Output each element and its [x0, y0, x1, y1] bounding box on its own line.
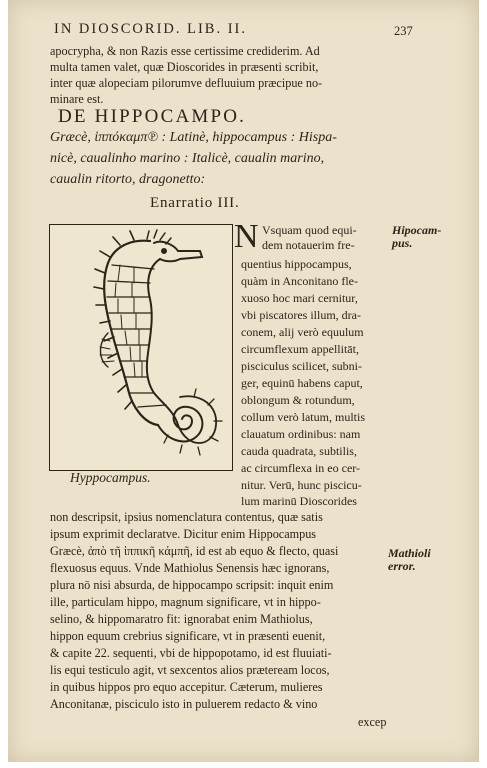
text-line: & capite 22. sequenti, vbi de hippopotamo, id est fluuiati- [50, 646, 332, 660]
text-line: oblongum & rotundum, [241, 393, 355, 407]
catchword: excep [358, 715, 387, 729]
text-line: non descripsit, ipsius nomenclatura contentus, quæ satis [50, 510, 323, 524]
chapter-heading: DE HIPPOCAMPO. [58, 106, 247, 127]
text-line: xuoso hoc mari cernitur, [241, 291, 358, 305]
text-line: flexuosus equus. Vnde Mathiolus Senensis hæc ignorans, [50, 561, 330, 575]
text-line: Vsquam quod equi- [262, 223, 357, 237]
book-page [8, 0, 479, 762]
text-line: in quibus hippos pro equo accepitur. Cæterum, mulieres [50, 680, 323, 694]
text-line: ille, particulam hippo, magnum significare, vt in hippo- [50, 595, 321, 609]
text-line: ac circumflexa in eo cer- [241, 461, 361, 475]
text-line: clauatum ordinibus: nam [241, 427, 361, 441]
text-line: circumflexum appellitāt, [241, 342, 359, 356]
seahorse-illustration [50, 225, 232, 470]
text-line: conem, alij verò equulum [241, 325, 364, 339]
text-line: cauda quadrata, subtilis, [241, 444, 357, 458]
text-line: Anconitanæ, pisciculo isto in puluerem redacto & vino [50, 697, 318, 711]
enarratio-heading: Enarratio III. [150, 195, 240, 211]
text-line: collum verò latum, multis [241, 410, 365, 424]
intro-line: minare est. [50, 92, 104, 106]
drop-cap: N [234, 218, 259, 255]
margin-note-line: error. [388, 558, 416, 573]
margin-note-line: pus. [392, 235, 413, 250]
synonyms-line: nicè, caualinho marino : Italicè, caualin marino, [50, 151, 325, 166]
text-line: quàm in Anconitano fle- [241, 274, 358, 288]
intro-line: inter quæ alopeciam pilorumve defluuium præcipue no- [50, 76, 323, 90]
intro-line: apocrypha, & non Razis esse certissime crediderim. Ad [50, 44, 320, 58]
text-line: ipsum exprimit declaratve. Dicitur enim Hippocampus [50, 527, 317, 541]
text-line: dem notauerim fre- [262, 238, 355, 252]
text-line: hippon equum crebrius significare, vt in præsenti euenit, [50, 629, 326, 643]
page-number: 237 [394, 24, 413, 38]
seahorse-woodcut [49, 224, 233, 471]
text-line: ger, equinū habens caput, [241, 376, 363, 390]
text-line: plura nō nisi absurda, de hippocampo scripsit: inquit enim [50, 578, 334, 592]
running-head: IN DIOSCORID. LIB. II. [54, 21, 248, 37]
text-line: vbi piscatores illum, dra- [241, 308, 361, 322]
margin-note-line: Hipocam- [392, 223, 442, 237]
text-line: quentius hippocampus, [241, 257, 352, 271]
text-line: lis equi testiculo agit, vt sexcentos alios præteream locos, [50, 663, 330, 677]
text-line: lum marinū Dioscorides [241, 494, 357, 508]
margin-note-hippocampus [392, 224, 441, 249]
text-line: selino, & hippomaratro fit: ignorabat enim Mathiolus, [50, 612, 313, 626]
intro-line: multa tamen valet, quæ Dioscorides in præsenti scribit, [50, 60, 319, 74]
text-line: pisciculus scilicet, subni- [241, 359, 362, 373]
margin-note-line: Mathioli [388, 546, 431, 560]
figure-caption: Hyppocampus. [70, 470, 151, 485]
text-line: nitur. Verū, hunc piscicu- [241, 478, 362, 492]
synonyms-line: Græcè, ἱππόκαμπ℗ : Latinè, hippocampus : Hispa- [50, 130, 337, 145]
text-line: Græcè, ἀπὸ τῆ ἱππικῆ κάμπῆ, id est ab equo & flecto, quasi [50, 544, 339, 558]
margin-note-mathioli [388, 547, 431, 572]
synonyms-line: caualin ritorto, dragonetto: [50, 172, 206, 187]
